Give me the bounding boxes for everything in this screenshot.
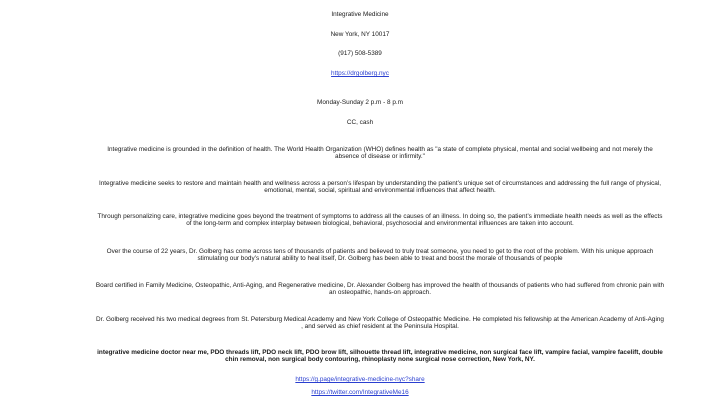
paragraph-restore-health: Integrative medicine seeks to restore and maintain health and wellness across a person’s lifespan by understanding the patient’s unique set of circumstances and addressing the full range of physical, emotional, mental, social, spiritual and environmental influences that affect health. <box>98 180 662 195</box>
practice-title: Integrative Medicine <box>331 11 389 18</box>
paragraph-health-definition: Integrative medicine is grounded in the definition of health. The World Health Organization (WHO) defines health as "a state of complete physical, mental and social wellbeing and not merely the absence of disease or infirmity." <box>107 146 653 161</box>
website-link[interactable]: https://drgolberg.nyc <box>331 70 389 77</box>
paragraph-board-certified: Board certified in Family Medicine, Osteopathic, Anti-Aging, and Regenerative medicine, Dr. Alexander Golberg has improved the health of thousands of patients who had suffered from chronic pain with an osteopathic, hands-on approach. <box>95 282 665 297</box>
practice-phone: (917) 508-5389 <box>338 50 382 57</box>
twitter-link[interactable]: https://twitter.com/IntegrativeMe16 <box>311 389 409 396</box>
paragraph-personalized-care: Through personalizing care, integrative medicine goes beyond the treatment of symptoms to address all the causes of an illness. In doing so, the patient’s immediate health needs as well as the effects of the long-term and complex interplay between biological, behavioral, psychosocial and environmental influences are taken into account. <box>97 213 663 228</box>
keywords-text: integrative medicine doctor near me, PDO threads lift, PDO neck lift, PDO brow lift, silhouette thread lift, integrative medicine, non surgical face lift, vampire facial, vampire facelift, double chin removal, non surgical body contouring, rhinoplasty none surgical nose correction, New York, NY. <box>97 349 663 364</box>
practice-hours: Monday-Sunday 2 p.m - 8 p.m <box>317 99 403 106</box>
twitter-link-line <box>311 389 408 396</box>
google-page-link[interactable]: https://g.page/integrative-medicine-nyc?share <box>295 376 425 383</box>
payment-methods: CC, cash <box>346 119 374 126</box>
practice-website-line <box>331 70 389 77</box>
paragraph-education: Dr. Golberg received his two medical degrees from St. Petersburg Medical Academy and New York College of Osteopathic Medicine. He completed his fellowship at the American Academy of Anti-Aging , and served as chief resident at the Peninsula Hospital. <box>96 316 664 331</box>
practice-address: New York, NY 10017 <box>330 31 390 38</box>
paragraph-dr-golberg-experience: Over the course of 22 years, Dr. Golberg has come across tens of thousands of patients and believed to truly treat someone, you need to get to the root of the problem. With his unique approach stimulating our body’s natural ability to heal itself, Dr. Golberg has been able to treat and boost the morale of thousands of people <box>106 248 654 263</box>
google-link-line <box>295 376 424 383</box>
